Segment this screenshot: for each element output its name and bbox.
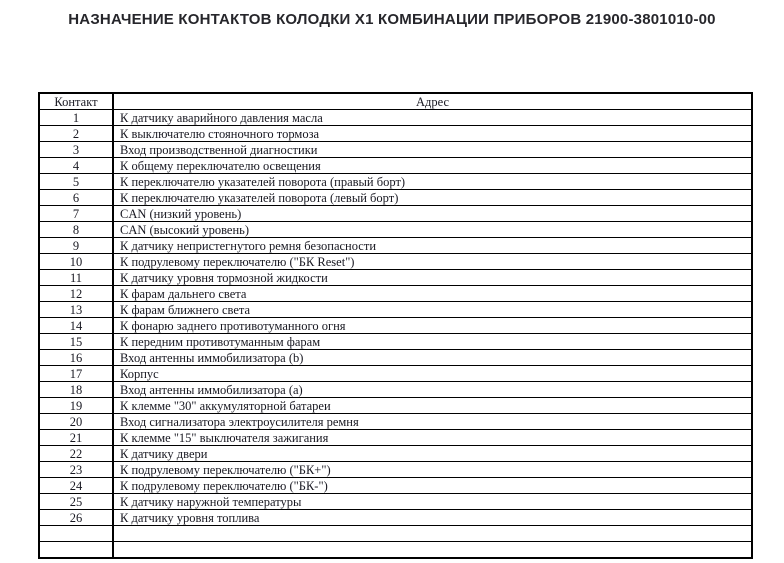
contact-cell: 13 [39,302,113,318]
table-row [39,318,752,334]
contact-cell: 22 [39,446,113,462]
address-cell: К фарам ближнего света [113,302,752,318]
contact-cell: 14 [39,318,113,334]
table-row [39,302,752,318]
contact-cell: 11 [39,270,113,286]
address-cell: К датчику двери [113,446,752,462]
contact-cell: 2 [39,126,113,142]
contact-cell: 3 [39,142,113,158]
address-cell: К фонарю заднего противотуманного огня [113,318,752,334]
table-row [39,270,752,286]
contact-cell: 23 [39,462,113,478]
table-row [39,126,752,142]
table-row [39,398,752,414]
contact-cell: 15 [39,334,113,350]
address-cell: Вход антенны иммобилизатора (b) [113,350,752,366]
contact-cell: 20 [39,414,113,430]
table-row [39,190,752,206]
contact-cell [39,542,113,559]
address-cell: CAN (высокий уровень) [113,222,752,238]
address-cell: Вход антенны иммобилизатора (a) [113,382,752,398]
table-row [39,142,752,158]
page-title: НАЗНАЧЕНИЕ КОНТАКТОВ КОЛОДКИ Х1 КОМБИНАЦИИ ПРИБОРОВ 21900-3801010-00 [68,11,716,28]
address-cell: К датчику уровня топлива [113,510,752,526]
table-row [39,254,752,270]
table-row [39,158,752,174]
contact-cell [39,526,113,542]
table-row [39,382,752,398]
contact-cell: 5 [39,174,113,190]
contact-cell: 26 [39,510,113,526]
address-cell: К датчику непристегнутого ремня безопасности [113,238,752,254]
address-cell [113,542,752,559]
table-row [39,286,752,302]
table-row [39,430,752,446]
address-cell: Корпус [113,366,752,382]
address-cell: К клемме "15" выключателя зажигания [113,430,752,446]
address-cell: Вход сигнализатора электроусилителя ремня [113,414,752,430]
contact-cell: 8 [39,222,113,238]
table-row [39,110,752,126]
table-row [39,526,752,542]
table-row [39,222,752,238]
contact-cell: 9 [39,238,113,254]
contact-cell: 17 [39,366,113,382]
contact-cell: 12 [39,286,113,302]
contact-cell: 18 [39,382,113,398]
contact-cell: 7 [39,206,113,222]
address-cell: К фарам дальнего света [113,286,752,302]
table-row [39,366,752,382]
table-row [39,334,752,350]
table-row [39,350,752,366]
address-cell: К подрулевому переключателю ("БК Reset") [113,254,752,270]
table-body [39,110,752,559]
table-row [39,174,752,190]
address-cell: К подрулевому переключателю ("БК+") [113,462,752,478]
address-cell: К переключателю указателей поворота (левый борт) [113,190,752,206]
address-cell: К общему переключателю освещения [113,158,752,174]
table-row [39,510,752,526]
address-cell: К переключателю указателей поворота (правый борт) [113,174,752,190]
address-cell: К датчику уровня тормозной жидкости [113,270,752,286]
pin-assignment-table [38,92,753,559]
address-cell: К датчику наружной температуры [113,494,752,510]
table-row [39,462,752,478]
table-row [39,542,752,559]
contact-cell: 1 [39,110,113,126]
table-row [39,478,752,494]
address-cell: К выключателю стояночного тормоза [113,126,752,142]
contact-cell: 21 [39,430,113,446]
address-cell: CAN (низкий уровень) [113,206,752,222]
contact-cell: 24 [39,478,113,494]
contact-column-header: Контакт [39,93,113,110]
address-column-header: Адрес [113,93,752,110]
header-row [39,93,752,110]
table-header [39,93,752,110]
contact-cell: 16 [39,350,113,366]
address-cell [113,526,752,542]
address-cell: К подрулевому переключателю ("БК-") [113,478,752,494]
contact-cell: 19 [39,398,113,414]
address-cell: К передним противотуманным фарам [113,334,752,350]
table-row [39,414,752,430]
table-row [39,446,752,462]
table-row [39,494,752,510]
address-cell: К клемме "30" аккумуляторной батареи [113,398,752,414]
table-row [39,206,752,222]
contact-cell: 25 [39,494,113,510]
contact-cell: 4 [39,158,113,174]
table-row [39,238,752,254]
address-cell: Вход производственной диагностики [113,142,752,158]
contact-cell: 10 [39,254,113,270]
address-cell: К датчику аварийного давления масла [113,110,752,126]
contact-cell: 6 [39,190,113,206]
